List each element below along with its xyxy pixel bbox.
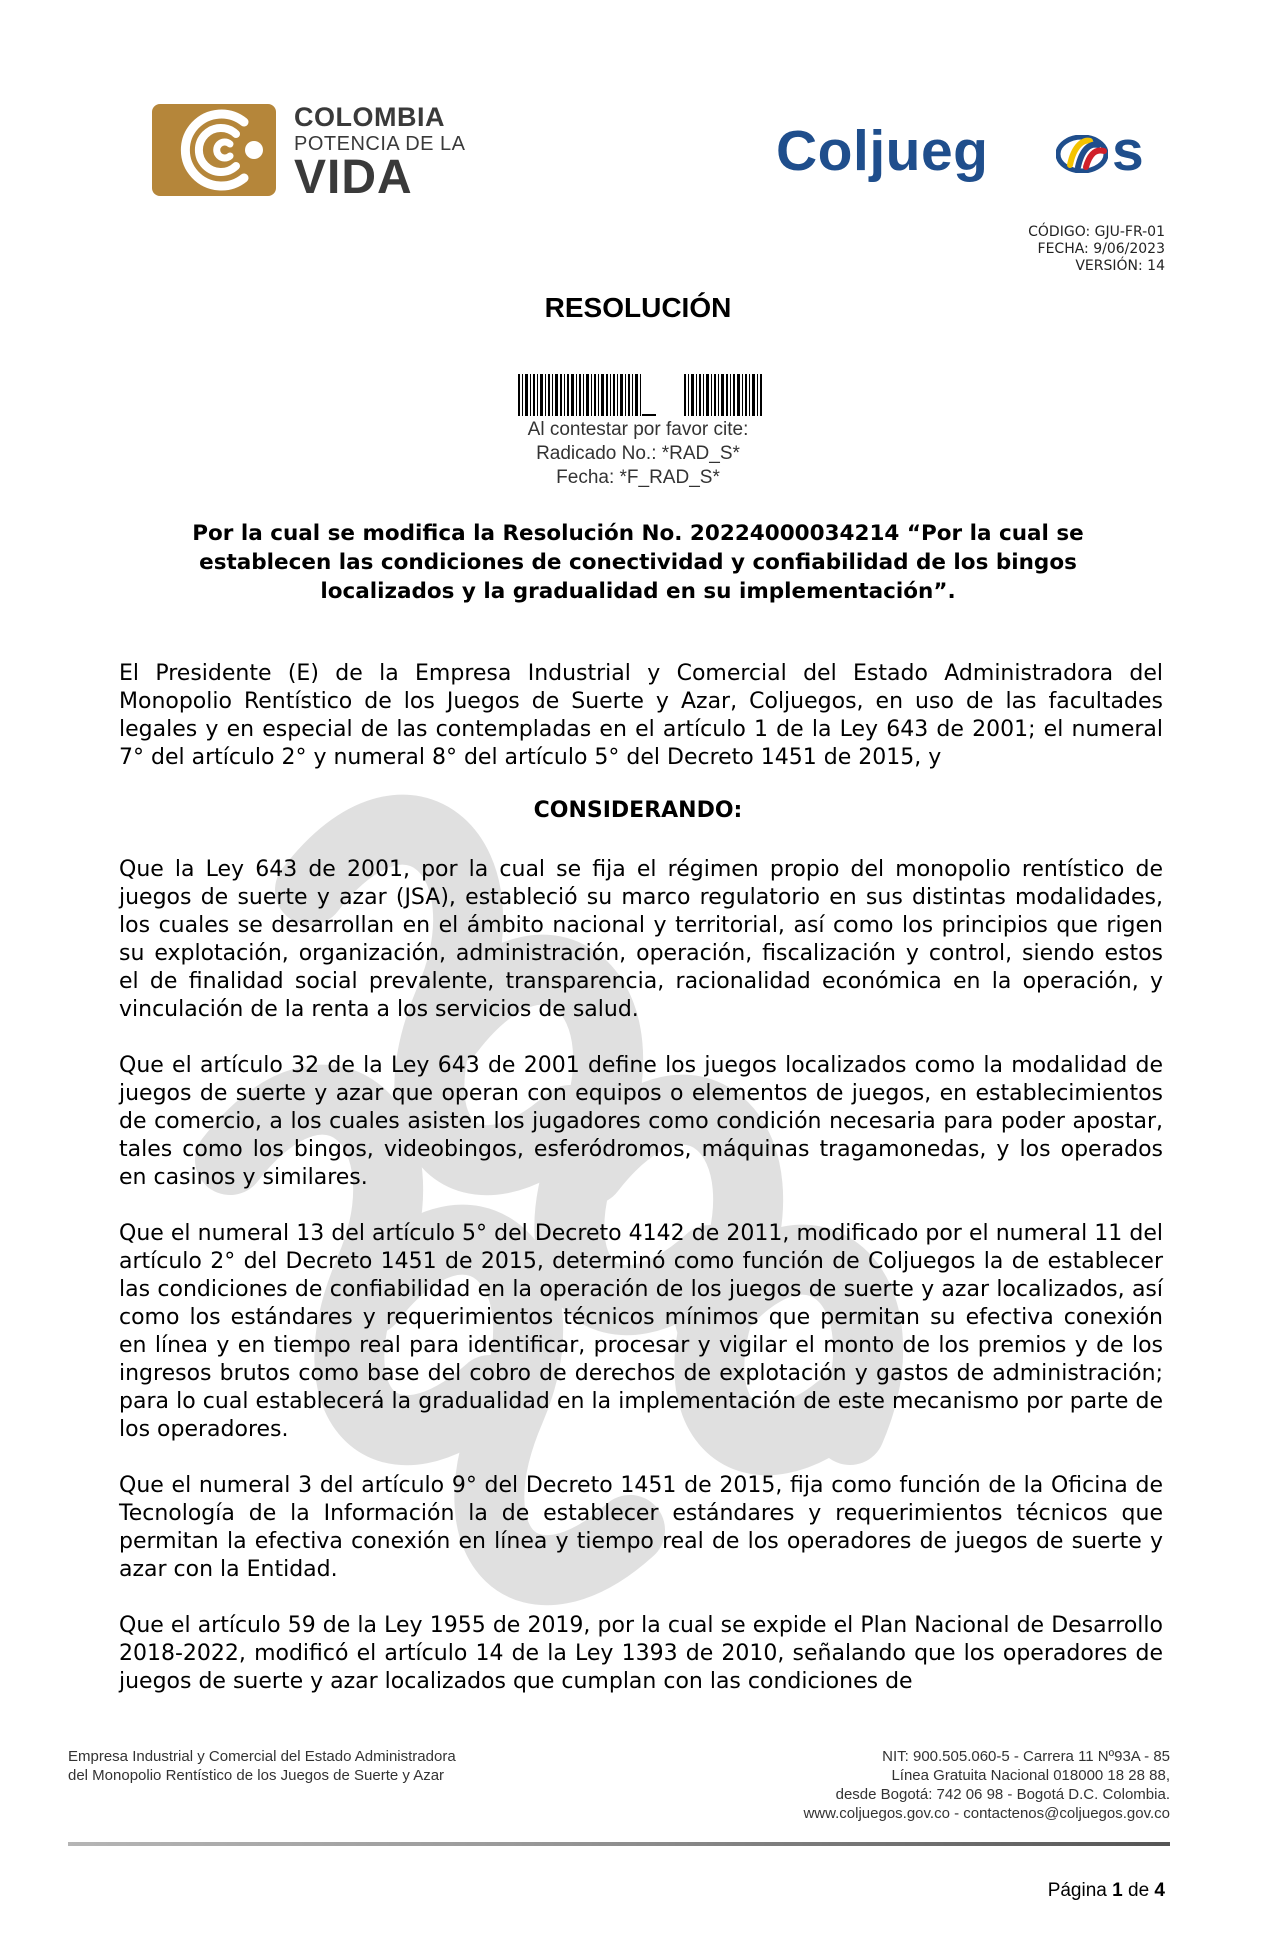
colombia-logo-line2: POTENCIA DE LA <box>294 133 466 155</box>
coljuegos-flag-o-icon <box>1056 135 1108 173</box>
body-paragraph-5: Que el artículo 59 de la Ley 1955 de 2019, por la cual se expide el Plan Nacional de Desarrollo 2018-2022, modificó el artículo 14 de la Ley 1393 de 2010, señalando que los operadores de juegos de suerte y azar localizados que cumplan con las condiciones de <box>119 1613 1163 1694</box>
footer-left-line1: Empresa Industrial y Comercial del Estado Administradora <box>68 1748 456 1765</box>
doc-codigo: CÓDIGO: GJU-FR-01 <box>1028 224 1165 240</box>
page-total: 4 <box>1154 1880 1165 1901</box>
footer-contact-info <box>803 1747 1170 1823</box>
radicado-date: Fecha: *F_RAD_S* <box>556 467 720 488</box>
radicado-instruction: Al contestar por favor cite: <box>527 419 749 440</box>
doc-version: VERSIÓN: 14 <box>1075 258 1165 274</box>
intro-paragraph: El Presidente (E) de la Empresa Industrial y Comercial del Estado Administradora del Monopolio Rentístico de los Juegos de Suerte y Azar, Coljuegos, en uso de las facultades legales y en especial de las contempladas en el artículo 1 de la Ley 643 de 2001; el numeral 7° del artículo 2° y numeral 8° del artículo 5° del Decreto 1451 de 2015, y <box>119 661 1163 770</box>
body-paragraph-3: Que el numeral 13 del artículo 5° del Decreto 4142 de 2011, modificado por el numeral 11 del artículo 2° del Decreto 1451 de 2015, determinó como función de Coljuegos la de establecer las condiciones de confiabilidad en la operación de los juegos de suerte y azar localizados, así como los estándares y requerimientos técnicos mínimos que permitan su efectiva conexión en línea y en tiempo real para identificar, procesar y vigilar el monto de los premios y de los ingresos brutos como base del cobro de derechos de explotación y gastos de administración; para lo cual establecerá la gradualidad en la implementación de este mecanismo por parte de los operadores. <box>119 1221 1163 1442</box>
page-separator: de <box>1128 1880 1150 1901</box>
colombia-logo-line3: VIDA <box>294 151 413 204</box>
footer-nit-address: NIT: 900.505.060-5 - Carrera 11 Nº93A - 85 <box>882 1748 1170 1765</box>
page-current: 1 <box>1112 1880 1123 1901</box>
footer-web-email: www.coljuegos.gov.co - contactenos@coljuegos.gov.co <box>803 1805 1170 1822</box>
footer-divider <box>68 1842 1170 1846</box>
body-paragraph-4: Que el numeral 3 del artículo 9° del Decreto 1451 de 2015, fija como función de la Oficina de Tecnología de la Información la de establecer estándares y requerimientos técnicos que permitan la efectiva conexión en línea y tiempo real de los operadores de juegos de suerte y azar con la Entidad. <box>119 1473 1163 1582</box>
radicado-number: Radicado No.: *RAD_S* <box>536 443 740 464</box>
footer-phone-bogota: desde Bogotá: 742 06 98 - Bogotá D.C. Colombia. <box>835 1786 1170 1803</box>
resolution-subject: Por la cual se modifica la Resolución No. 20224000034214 “Por la cual se establecen las condiciones de conectividad y confiabilidad de los bingos localizados y la gradualidad en su implementación”. <box>192 521 1084 604</box>
coljuegos-logo-text: Coljueg <box>776 119 989 183</box>
coljuegos-logo-s: s <box>1112 119 1144 183</box>
radicado-block <box>0 418 1276 490</box>
footer-phone-national: Línea Gratuita Nacional 018000 18 28 88, <box>891 1767 1170 1784</box>
body-paragraph-2: Que el artículo 32 de la Ley 643 de 2001 define los juegos localizados como la modalidad de juegos de suerte y azar que operan con equipos o elementos de juegos, en establecimientos de comercio, a los cuales asisten los jugadores como condición necesaria para poder apostar, tales como los bingos, videobingos, esferódromos, máquinas tragamonedas, y los operados en casinos y similares. <box>119 1053 1163 1190</box>
barcode-image <box>518 374 762 416</box>
considerando-heading: CONSIDERANDO: <box>533 798 743 823</box>
page-prefix: Página <box>1047 1880 1107 1901</box>
page-number <box>1048 1880 1165 1902</box>
body-paragraph-1: Que la Ley 643 de 2001, por la cual se fija el régimen propio del monopolio rentístico de juegos de suerte y azar (JSA), estableció su marco regulatorio en sus distintas modalidades, los cuales se desarrollan en el ámbito nacional y territorial, así como los principios que rigen su explotación, organización, administración, operación, fiscalización y control, siendo estos el de finalidad social prevalente, transparencia, racionalidad económica en la operación, y vinculación de la renta a los servicios de salud. <box>119 857 1163 1022</box>
doc-fecha: FECHA: 9/06/2023 <box>1037 241 1165 257</box>
coljuegos-logo <box>776 118 1156 184</box>
colombia-emblem-icon <box>152 104 276 196</box>
footer-left-line2: del Monopolio Rentístico de los Juegos de Suerte y Azar <box>68 1767 445 1784</box>
colombia-logo-line1: COLOMBIA <box>294 102 445 132</box>
document-title: RESOLUCIÓN <box>544 292 732 323</box>
document-code-block <box>1028 224 1165 275</box>
colombia-potencia-de-la-vida-logo <box>152 100 482 204</box>
footer-entity-info <box>68 1747 456 1785</box>
